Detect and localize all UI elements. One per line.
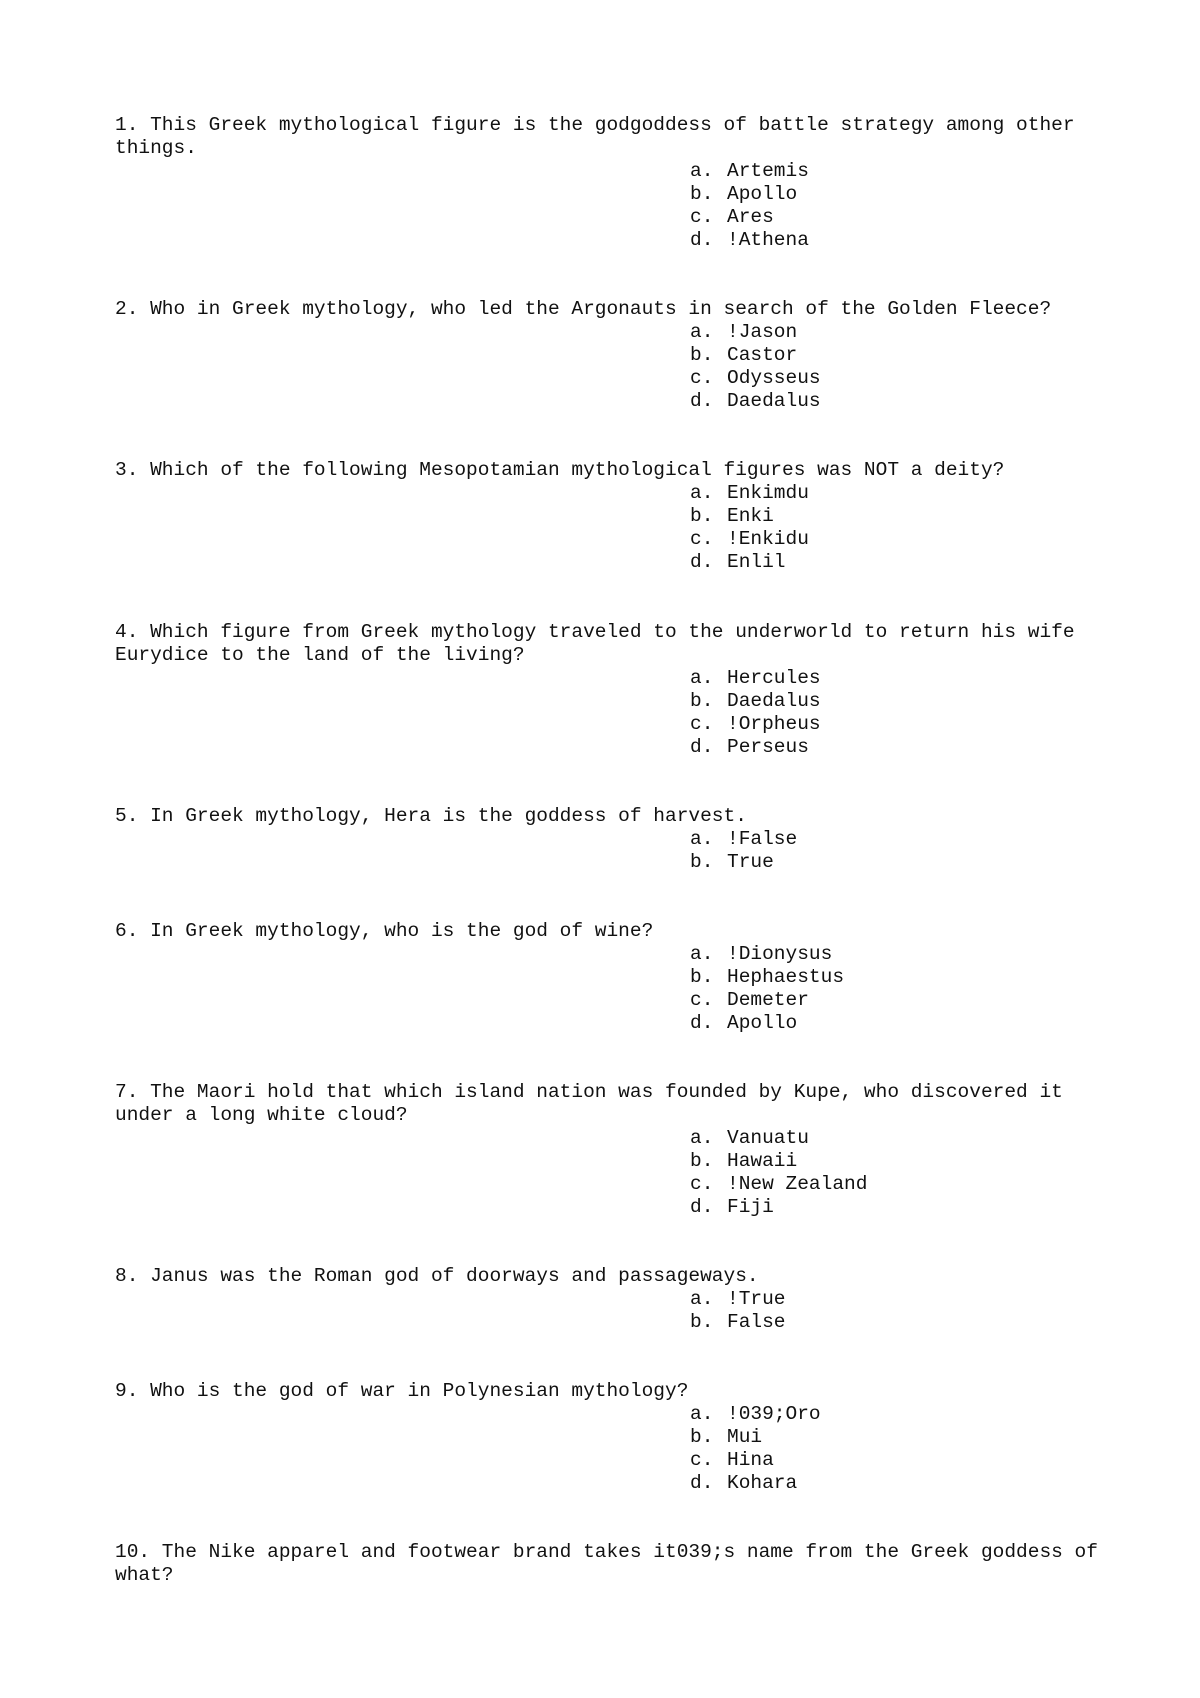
question-text: 1. This Greek mythological figure is the godgoddess of battle strategy among other things. [115, 114, 1087, 159]
option-letter: d. [690, 390, 714, 412]
question-8 [115, 1265, 1115, 1334]
question-text: 10. The Nike apparel and footwear brand takes it039;s name from the Greek goddess of what? [115, 1541, 1110, 1586]
option-text: !Orpheus [727, 713, 821, 735]
answer-option [690, 367, 1115, 390]
option-text: Hercules [727, 667, 821, 689]
option-letter: c. [690, 206, 714, 228]
option-text: Apollo [727, 183, 798, 205]
option-text: Enki [727, 505, 774, 527]
answer-options [115, 482, 1115, 574]
question-7 [115, 1081, 1115, 1219]
option-text: Apollo [727, 1012, 798, 1034]
answer-option [690, 183, 1115, 206]
question-text: 8. Janus was the Roman god of doorways and passageways. [115, 1265, 759, 1287]
question-text: 3. Which of the following Mesopotamian mythological figures was NOT a deity? [115, 459, 1005, 481]
option-letter: c. [690, 989, 714, 1011]
answer-option [690, 713, 1115, 736]
answer-options [115, 1288, 1115, 1334]
question-text: 9. Who is the god of war in Polynesian mythology? [115, 1380, 689, 1402]
option-letter: a. [690, 1403, 714, 1425]
option-letter: a. [690, 1127, 714, 1149]
question-text: 4. Which figure from Greek mythology traveled to the underworld to return his wife Eurydice to the land of the living? [115, 621, 1087, 666]
option-text: !Athena [727, 229, 809, 251]
question-2 [115, 298, 1115, 413]
question-text: 5. In Greek mythology, Hera is the goddess of harvest. [115, 805, 747, 827]
option-text: Vanuatu [727, 1127, 809, 1149]
option-letter: a. [690, 943, 714, 965]
option-text: !Enkidu [727, 528, 809, 550]
option-text: Hawaii [727, 1150, 798, 1172]
option-letter: a. [690, 667, 714, 689]
option-text: !False [727, 828, 798, 850]
question-4 [115, 621, 1115, 759]
option-text: Odysseus [727, 367, 821, 389]
option-letter: b. [690, 690, 714, 712]
answer-option [690, 667, 1115, 690]
answer-option [690, 690, 1115, 713]
answer-option [690, 1196, 1115, 1219]
option-letter: a. [690, 160, 714, 182]
answer-option [690, 505, 1115, 528]
option-text: Daedalus [727, 690, 821, 712]
option-text: Kohara [727, 1472, 798, 1494]
option-letter: c. [690, 1449, 714, 1471]
option-text: Artemis [727, 160, 809, 182]
question-text: 2. Who in Greek mythology, who led the Argonauts in search of the Golden Fleece? [115, 298, 1052, 320]
answer-option [690, 390, 1115, 413]
answer-options [115, 1403, 1115, 1495]
answer-option [690, 736, 1115, 759]
option-letter: b. [690, 851, 714, 873]
option-text: Hina [727, 1449, 774, 1471]
option-text: Daedalus [727, 390, 821, 412]
option-letter: a. [690, 321, 714, 343]
answer-option [690, 1426, 1115, 1449]
answer-option [690, 828, 1115, 851]
option-letter: b. [690, 1311, 714, 1333]
option-text: !True [727, 1288, 786, 1310]
option-text: Mui [727, 1426, 763, 1448]
answer-option [690, 1150, 1115, 1173]
question-text: 6. In Greek mythology, who is the god of wine? [115, 920, 654, 942]
option-letter: d. [690, 1472, 714, 1494]
option-letter: d. [690, 1012, 714, 1034]
option-letter: c. [690, 1173, 714, 1195]
option-letter: d. [690, 1196, 714, 1218]
option-text: Demeter [727, 989, 809, 1011]
option-text: Ares [727, 206, 774, 228]
answer-option [690, 1472, 1115, 1495]
question-6 [115, 920, 1115, 1035]
answer-option [690, 989, 1115, 1012]
option-letter: c. [690, 367, 714, 389]
answer-option [690, 851, 1115, 874]
question-5 [115, 805, 1115, 874]
answer-options [115, 321, 1115, 413]
answer-option [690, 1403, 1115, 1426]
option-letter: a. [690, 1288, 714, 1310]
option-text: !Dionysus [727, 943, 833, 965]
answer-option [690, 229, 1115, 252]
option-letter: c. [690, 528, 714, 550]
answer-option [690, 1288, 1115, 1311]
option-letter: c. [690, 713, 714, 735]
option-text: Hephaestus [727, 966, 845, 988]
answer-options [115, 1127, 1115, 1219]
option-letter: b. [690, 1150, 714, 1172]
option-letter: d. [690, 551, 714, 573]
question-10 [115, 1541, 1115, 1587]
answer-option [690, 551, 1115, 574]
option-letter: a. [690, 828, 714, 850]
answer-option [690, 528, 1115, 551]
answer-option [690, 344, 1115, 367]
option-letter: d. [690, 229, 714, 251]
option-letter: b. [690, 505, 714, 527]
option-text: !039;Oro [727, 1403, 821, 1425]
option-text: !New Zealand [727, 1173, 868, 1195]
option-text: !Jason [727, 321, 798, 343]
answer-options [115, 943, 1115, 1035]
option-letter: a. [690, 482, 714, 504]
option-letter: b. [690, 966, 714, 988]
answer-option [690, 482, 1115, 505]
question-text: 7. The Maori hold that which island nation was founded by Kupe, who discovered it under a long white cloud? [115, 1081, 1075, 1126]
option-text: Perseus [727, 736, 809, 758]
answer-option [690, 1012, 1115, 1035]
option-text: Enkimdu [727, 482, 809, 504]
answer-options [115, 160, 1115, 252]
answer-option [690, 1311, 1115, 1334]
answer-option [690, 966, 1115, 989]
answer-option [690, 1449, 1115, 1472]
answer-option [690, 160, 1115, 183]
answer-options [115, 667, 1115, 759]
option-text: True [727, 851, 774, 873]
question-3 [115, 459, 1115, 574]
answer-options [115, 828, 1115, 874]
option-letter: b. [690, 344, 714, 366]
option-text: Fiji [727, 1196, 774, 1218]
option-text: Castor [727, 344, 798, 366]
option-letter: d. [690, 736, 714, 758]
answer-option [690, 943, 1115, 966]
option-letter: b. [690, 183, 714, 205]
question-9 [115, 1380, 1115, 1495]
answer-option [690, 321, 1115, 344]
answer-option [690, 206, 1115, 229]
answer-option [690, 1173, 1115, 1196]
option-text: Enlil [727, 551, 786, 573]
option-letter: b. [690, 1426, 714, 1448]
question-1 [115, 114, 1115, 252]
answer-option [690, 1127, 1115, 1150]
option-text: False [727, 1311, 786, 1333]
